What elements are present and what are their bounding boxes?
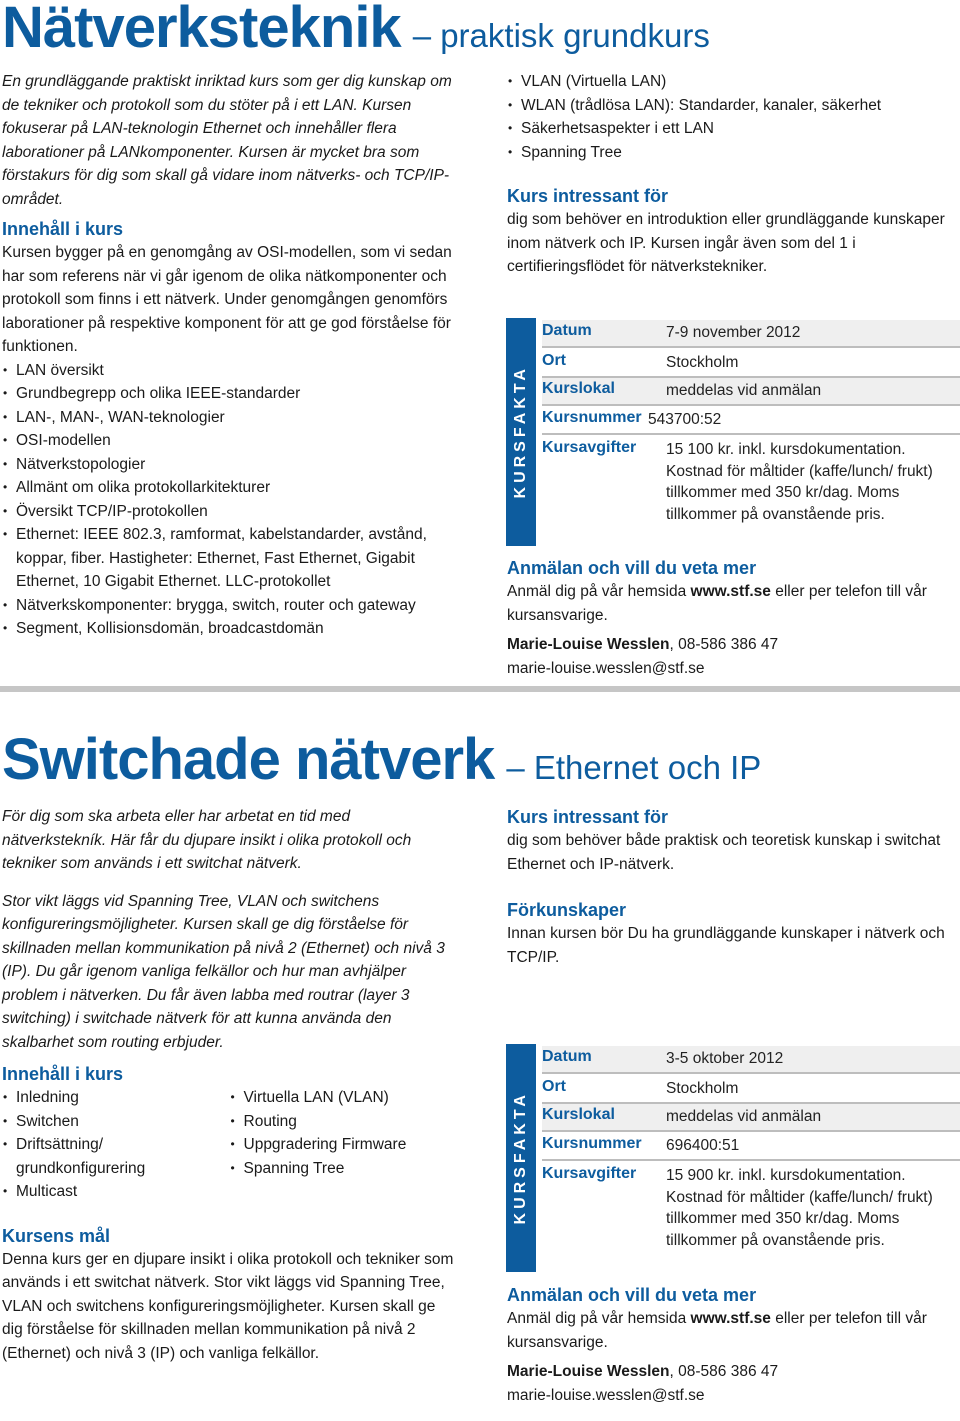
list-item: • Multicast: [2, 1180, 230, 1204]
list-item: • LAN översikt: [2, 359, 457, 383]
course2-title: Switchade nätverk: [2, 727, 495, 792]
course1-subtitle: – praktisk grundkurs: [412, 17, 710, 54]
course1-signup-text: Anmäl dig på vår hemsida www.stf.se eller per telefon till vår kursansvarige.: [507, 583, 927, 624]
kf-row-ort: Ort Stockholm: [542, 1076, 960, 1104]
course1-right-column: [507, 70, 957, 279]
list-item: • VLAN (Virtuella LAN): [507, 70, 957, 94]
kf-row-nummer: Kursnummer 696400:51: [542, 1133, 960, 1161]
course1-content-list: [2, 359, 457, 641]
course1-target-text: dig som behöver en introduktion eller grundläggande kunskaper inom nätverk och IP. Kursen ingår även som del 1 i certifieringsflödet för nätverkstekniker.: [507, 211, 945, 275]
list-item: • Segment, Kollisionsdomän, broadcastdomän: [2, 617, 457, 641]
course1-signup-heading: Anmälan och vill du veta mer: [507, 558, 757, 578]
course2-left-column: [2, 805, 457, 1365]
course2-signup: [507, 1283, 957, 1407]
course2-prereq-heading: Förkunskaper: [507, 900, 627, 920]
course1-content-text: Kursen bygger på en genomgång av OSI-modellen, som vi sedan har som referens när vi går igenom de olika nätkomponenter och protokoll som finns i ett nätverk. Under genomgången genomförs laborationer på respektive komponent för att ge god förståelse för funktionen.: [2, 244, 452, 355]
list-item: • Ethernet: IEEE 802.3, ramformat, kabelstandarder, avstånd, koppar, fiber. Hastigheter: Ethernet, Fast Ethernet, Gigabit Ethernet, 10 Gigabit Ethernet. LLC-protokollet: [2, 523, 457, 594]
course1-signup: [507, 556, 957, 680]
course2-target-heading: Kurs intressant för: [507, 807, 669, 827]
list-item: • Spanning Tree: [230, 1157, 458, 1181]
site-link[interactable]: www.stf.se: [690, 583, 771, 600]
course2-content-lists: [2, 1086, 457, 1204]
course2-goal-text: Denna kurs ger en djupare insikt i olika protokoll och tekniker som används i ett switchat nätverk. Stor vikt läggs vid Spanning Tree, VLAN och switchens konfigureringsmöjligheter. Kursen skall ge dig förståelse för skillnaden mellan kommunikation på nivå 2 (Ethernet) och nivå 3 (IP) och vanliga felkällor.: [2, 1250, 454, 1362]
list-item: • Inledning: [2, 1086, 230, 1110]
kf-row-nummer: Kursnummer 543700:52: [542, 407, 960, 435]
list-item: • Routing: [230, 1110, 458, 1134]
course1-left-column: [2, 70, 457, 641]
course1-title-row: [2, 0, 710, 61]
list-item: • Allmänt om olika protokollarkitekturer: [2, 476, 457, 500]
list-item: • Spanning Tree: [507, 141, 957, 165]
course2-contact: Marie-Louise Wesslen, 08-586 386 47: [507, 1363, 779, 1380]
course2-right-column: [507, 805, 957, 969]
kf-row-datum: Datum 7-9 november 2012: [542, 320, 960, 348]
list-item: • Översikt TCP/IP-protokollen: [2, 500, 457, 524]
list-item: • Nätverkskomponenter: brygga, switch, router och gateway: [2, 594, 457, 618]
course1-intro: En grundläggande praktiskt inriktad kurs som ger dig kunskap om de tekniker och protokoll som du stöter på i ett LAN. Kursen fokuserar på LAN-teknologin Ethernet och innehåller flera laborationer på LANkomponenter. Kursen är mycket bra som förstakurs för dig som skall gå vidare inom nätverks- och TCP/IP-området.: [2, 73, 452, 208]
list-item: • Driftsättning/ grundkonfigurering: [2, 1133, 166, 1180]
list-item: • LAN-, MAN-, WAN-teknologier: [2, 406, 457, 430]
section-divider: [0, 686, 960, 692]
kursfakta-bar: KURSFAKTA: [506, 1044, 536, 1272]
course1-target-heading: Kurs intressant för: [507, 186, 669, 206]
site-link[interactable]: www.stf.se: [690, 1310, 771, 1327]
course2-target-text: dig som behöver både praktisk och teoretisk kunskap i switchat Ethernet och IP-nätverk.: [507, 832, 941, 873]
list-item: • Switchen: [2, 1110, 230, 1134]
course2-list-right: [230, 1086, 458, 1204]
course2-email[interactable]: marie-louise.wesslen@stf.se: [507, 1386, 705, 1404]
kf-row-lokal: Kurslokal meddelas vid anmälan: [542, 378, 960, 406]
kf-row-ort: Ort Stockholm: [542, 350, 960, 378]
course2-content-heading: Innehåll i kurs: [2, 1064, 124, 1084]
course1-title: Nätverksteknik: [2, 0, 401, 60]
course1-contact: Marie-Louise Wesslen, 08-586 386 47: [507, 636, 779, 653]
course2-kursfakta: KURSFAKTA Datum 3-5 oktober 2012 Ort Stockholm Kurslokal meddelas vid anmälan Kursnummer 696400:51 Kursavgifter 15 900 kr. inkl. kursdokumentation. Kostnad för måltider (kaffe/lunch/ frukt) tillkommer med 350 kr/dag. Moms tillkommer på ovanstående pris.: [506, 1044, 960, 1272]
course2-goal-heading: Kursens mål: [2, 1225, 111, 1246]
list-item: • Nätverkstopologier: [2, 453, 457, 477]
course2-intro1: För dig som ska arbeta eller har arbetat en tid med nätverkstekník. Här får du djupare insikt i olika protokoll och tekniker som används i ett switchat nätverk.: [2, 808, 412, 872]
course2-signup-text: Anmäl dig på vår hemsida www.stf.se eller per telefon till vår kursansvarige.: [507, 1310, 927, 1351]
list-item: • Säkerhetsaspekter i ett LAN: [507, 117, 957, 141]
course2-list-left: [2, 1086, 230, 1204]
course2-subtitle: – Ethernet och IP: [506, 749, 762, 786]
course2-prereq-text: Innan kursen bör Du ha grundläggande kunskaper i nätverk och TCP/IP.: [507, 925, 945, 966]
list-item: • WLAN (trådlösa LAN): Standarder, kanaler, säkerhet: [507, 94, 957, 118]
course1-email[interactable]: marie-louise.wesslen@stf.se: [507, 659, 705, 677]
course1-content-heading: Innehåll i kurs: [2, 219, 124, 239]
kursfakta-bar: KURSFAKTA: [506, 318, 536, 546]
list-item: • OSI-modellen: [2, 429, 457, 453]
course2-signup-heading: Anmälan och vill du veta mer: [507, 1285, 757, 1305]
course1-kursfakta: KURSFAKTA Datum 7-9 november 2012 Ort Stockholm Kurslokal meddelas vid anmälan Kursnummer 543700:52 Kursavgifter 15 100 kr. inkl. kursdokumentation. Kostnad för måltider (kaffe/lunch/ frukt) tillkommer med 350 kr/dag. Moms tillkommer på ovanstående pris.: [506, 318, 960, 546]
kf-row-lokal: Kurslokal meddelas vid anmälan: [542, 1104, 960, 1132]
list-item: • Virtuella LAN (VLAN): [230, 1086, 458, 1110]
list-item: • Uppgradering Firmware: [230, 1133, 458, 1157]
course1-right-list: [507, 70, 957, 164]
course2-intro2: Stor vikt läggs vid Spanning Tree, VLAN och switchens konfigureringsmöjligheter. Kursen skall ge dig förståelse för skillnaden mellan kommunikation på nivå 2 (Ethernet) och nivå 3 (IP). Du går igenom vanliga felkällor och hur man avhjälper problem i nätverken. Du får även labba med routrar (layer 3 switching) i switchade nätverk för att kunna använda den skalbarhet som routing erbjuder.: [2, 892, 445, 1051]
kf-row-datum: Datum 3-5 oktober 2012: [542, 1046, 960, 1074]
list-item: • Grundbegrepp och olika IEEE-standarder: [2, 382, 457, 406]
course2-title-row: [2, 726, 761, 793]
